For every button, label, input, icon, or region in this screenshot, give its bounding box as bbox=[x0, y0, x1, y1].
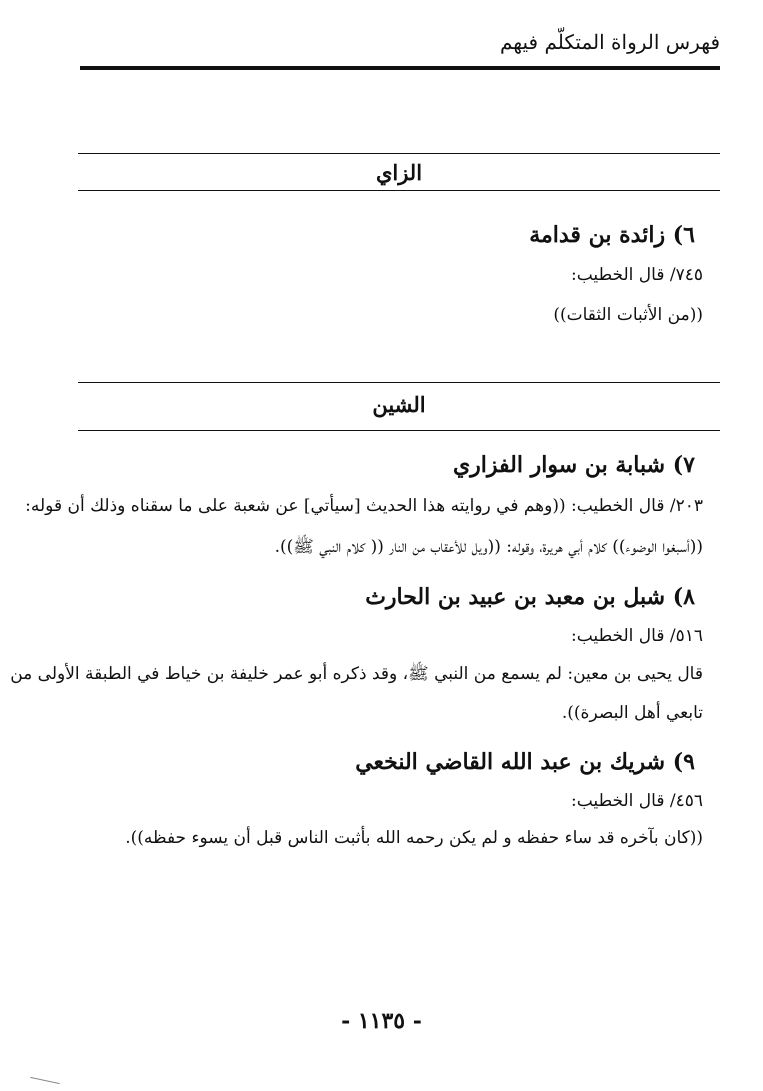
entry-line: ((من الأثبات الثقات)) bbox=[553, 305, 703, 325]
header-rule bbox=[80, 66, 720, 70]
narrator-heading bbox=[60, 584, 695, 610]
section-bottom-rule bbox=[78, 430, 720, 431]
entry-line: ((أسبغوا الوضوء)) كلام أبي هريرة، وقوله: ((ويل للأعقاب من النار (( كلام النبي ﷺ)). bbox=[274, 537, 703, 557]
narrator-heading bbox=[60, 452, 695, 478]
section-title-sheen: الشين bbox=[372, 392, 426, 417]
entry-line: ٥١٦/ قال الخطيب: bbox=[571, 626, 703, 646]
running-header-title: فهرس الرواة المتكلّم فيهم bbox=[499, 30, 720, 54]
narrator-heading bbox=[60, 749, 695, 775]
section-top-rule bbox=[78, 382, 720, 383]
entry-line: ٧٤٥/ قال الخطيب: bbox=[571, 265, 703, 285]
narrator-name: شبل بن معبد بن عبيد بن الحارث bbox=[365, 584, 666, 610]
section-title-zay: الزاي bbox=[375, 160, 423, 185]
entry-line: تابعي أهل البصرة)). bbox=[561, 703, 703, 723]
narrator-heading bbox=[60, 222, 695, 248]
narrator-number: ٦) bbox=[672, 222, 695, 248]
page-number: - ١١٣٥ - bbox=[341, 1008, 422, 1034]
entry-line: قال يحيى بن معين: لم يسمع من النبي ﷺ، وقد ذكره أبو عمر خليفة بن خياط في الطبقة الأولى من bbox=[10, 664, 703, 684]
section-bottom-rule bbox=[78, 190, 720, 191]
entry-line: ٤٥٦/ قال الخطيب: bbox=[571, 791, 703, 811]
narrator-name: شريك بن عبد الله القاضي النخعي bbox=[355, 749, 666, 775]
narrator-name: شبابة بن سوار الفزاري bbox=[452, 452, 666, 478]
section-top-rule bbox=[78, 153, 720, 154]
entry-line: ((كان بآخره قد ساء حفظه و لم يكن رحمه الله بأثبت الناس قبل أن يسوء حفظه)). bbox=[125, 828, 703, 848]
narrator-number: ٨) bbox=[672, 584, 695, 610]
narrator-name: زائدة بن قدامة bbox=[529, 222, 666, 248]
scan-mark bbox=[30, 1077, 60, 1084]
narrator-number: ٩) bbox=[672, 749, 695, 775]
entry-line: ٢٠٣/ قال الخطيب: ((وهم في روايته هذا الحديث [سيأتي] عن شعبة على ما سقناه وذلك أن قوله: bbox=[25, 496, 703, 516]
narrator-number: ٧) bbox=[672, 452, 695, 478]
